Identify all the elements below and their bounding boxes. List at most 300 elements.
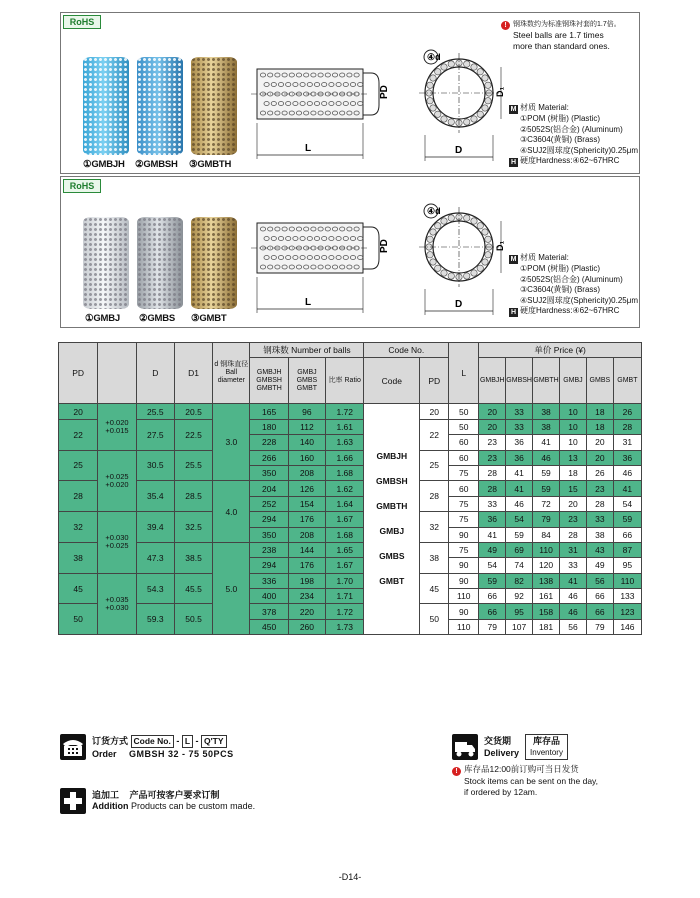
price-cell: 66 (479, 604, 506, 619)
table-row (59, 604, 642, 619)
product-label-gmbjh: ①GMBJH (83, 159, 125, 170)
header-unit-price: 单价 Price (¥) (479, 343, 642, 358)
price-cell: 41 (533, 435, 560, 450)
price-cell: 59 (506, 527, 533, 542)
gmbjh-product-image (83, 57, 129, 155)
ratio-cell: 1.65 (326, 542, 364, 557)
dim-label-l: L (305, 143, 312, 154)
ball-diameter-cell: 4.0 (213, 481, 250, 543)
price-cell: 158 (533, 604, 560, 619)
gmbth-product-image (191, 57, 237, 155)
pd-cell: 45 (59, 573, 98, 604)
ratio-cell: 1.72 (326, 604, 364, 619)
code-names-cell (364, 404, 420, 635)
balls-a-cell: 180 (250, 419, 288, 434)
price-cell: 10 (560, 435, 587, 450)
price-cell: 46 (560, 589, 587, 604)
table-row (59, 542, 642, 557)
telephone-icon (60, 734, 86, 760)
dim-label-pd: PD (379, 239, 390, 253)
header-code: Code (364, 358, 420, 404)
table-row (59, 404, 642, 419)
ratio-cell: 1.61 (326, 419, 364, 434)
balls-b-cell: 96 (288, 404, 325, 419)
dim-label-d: D (455, 145, 463, 156)
material-aluminum: ②5052S(铝合金) (Aluminum) (520, 124, 623, 134)
gmbs-product-image (137, 217, 183, 309)
header-code-no: Code No. (364, 343, 449, 358)
balls-b-cell: 220 (288, 604, 325, 619)
rohs-badge: RoHS (63, 179, 101, 193)
price-cell: 46 (506, 496, 533, 511)
l-cell: 75 (449, 512, 479, 527)
price-cell: 36 (506, 450, 533, 465)
price-cell: 54 (479, 558, 506, 573)
price-cell: 95 (613, 558, 641, 573)
price-cell: 33 (560, 558, 587, 573)
price-cell: 66 (479, 589, 506, 604)
note-cn: 钢珠数约为标准钢珠衬套的1.7倍。 (513, 21, 621, 28)
delivery-note-en-2: if ordered by 12am. (464, 787, 538, 797)
table-row (59, 481, 642, 496)
l-cell: 90 (449, 604, 479, 619)
tolerance-cell: +0.025 +0.020 (98, 450, 136, 512)
ratio-cell: 1.71 (326, 589, 364, 604)
balls-b-cell: 234 (288, 589, 325, 604)
balls-a-cell: 204 (250, 481, 288, 496)
price-cell: 18 (586, 419, 613, 434)
price-cell: 33 (506, 419, 533, 434)
price-cell: 49 (586, 558, 613, 573)
price-cell: 41 (506, 465, 533, 480)
price-cell: 26 (586, 465, 613, 480)
balls-a-cell: 400 (250, 589, 288, 604)
price-cell: 41 (613, 481, 641, 496)
material-icon: M (510, 106, 517, 113)
ratio-cell: 1.62 (326, 481, 364, 496)
pd-cell: 25 (59, 450, 98, 481)
price-cell: 87 (613, 542, 641, 557)
ratio-cell: 1.72 (326, 404, 364, 419)
hardness-icon: H (510, 309, 517, 316)
code-pd-cell: 25 (420, 450, 449, 481)
balls-b-cell: 208 (288, 527, 325, 542)
material-icon: M (510, 256, 517, 263)
price-cell: 20 (479, 419, 506, 434)
code-name: GMBJH (376, 451, 408, 462)
price-cell: 15 (560, 481, 587, 496)
ball-diameter-cell: 3.0 (213, 404, 250, 481)
pd-cell: 22 (59, 419, 98, 450)
price-cell: 46 (560, 604, 587, 619)
pd-cell: 38 (59, 542, 98, 573)
tolerance-cell: +0.020 +0.015 (98, 404, 136, 450)
material-list (509, 103, 638, 167)
d-cell: 27.5 (136, 419, 174, 450)
header-l: L (449, 343, 479, 404)
price-cell: 59 (479, 573, 506, 588)
price-cell: 38 (533, 419, 560, 434)
note-en-1: Steel balls are 1.7 times (513, 30, 604, 40)
gmbt-product-image (191, 217, 237, 309)
price-cell: 28 (613, 419, 641, 434)
price-cell: 18 (586, 404, 613, 419)
balls-a-cell: 228 (250, 435, 288, 450)
delivery-label-en: Delivery (484, 748, 520, 758)
balls-b-cell: 154 (288, 496, 325, 511)
ball-diameter-cell: 5.0 (213, 542, 250, 634)
note-en-2: more than standard ones. (513, 41, 610, 51)
tolerance-cell: +0.035 +0.030 (98, 573, 136, 635)
dimension-drawing (251, 43, 511, 173)
code-pd-cell: 45 (420, 573, 449, 604)
steel-ball-note (501, 19, 641, 52)
price-cell: 28 (479, 465, 506, 480)
price-cell: 110 (533, 542, 560, 557)
d1-cell: 22.5 (174, 419, 212, 450)
gmbsh-product-image (137, 57, 183, 155)
price-cell: 18 (560, 465, 587, 480)
price-cell: 66 (586, 604, 613, 619)
price-cell: 110 (613, 573, 641, 588)
balls-b-cell: 126 (288, 481, 325, 496)
header-pd: PD (59, 343, 98, 404)
ratio-cell: 1.67 (326, 558, 364, 573)
price-cell: 69 (506, 542, 533, 557)
material-brass: ③C3604(黄铜) (Brass) (520, 285, 601, 294)
price-cell: 23 (586, 481, 613, 496)
price-cell: 72 (533, 496, 560, 511)
addition-label-cn: 追加工 (92, 790, 120, 800)
code-pd-cell: 20 (420, 404, 449, 419)
ratio-cell: 1.66 (326, 450, 364, 465)
header-col-b: GMBJ GMBS GMBT (288, 358, 325, 404)
code-name: GMBTH (376, 501, 408, 512)
price-cell: 36 (506, 435, 533, 450)
order-label-cn: 订货方式 (92, 736, 129, 746)
price-cell: 66 (586, 589, 613, 604)
price-cell: 41 (506, 481, 533, 496)
delivery-note-en-1: Stock items can be sent on the day, (464, 776, 599, 786)
price-cell: 79 (533, 512, 560, 527)
balls-b-cell: 176 (288, 558, 325, 573)
header-price-gmbs: GMBS (586, 358, 613, 404)
ratio-cell: 1.73 (326, 619, 364, 634)
table-row (59, 573, 642, 588)
price-cell: 92 (506, 589, 533, 604)
hardness: 硬度Hardness:④62~67HRC (520, 156, 620, 165)
price-cell: 31 (613, 435, 641, 450)
balls-a-cell: 378 (250, 604, 288, 619)
ratio-cell: 1.67 (326, 512, 364, 527)
price-cell: 79 (479, 619, 506, 634)
price-cell: 66 (613, 527, 641, 542)
ratio-cell: 1.64 (326, 496, 364, 511)
material-list (509, 253, 638, 317)
material-aluminum: ②5052S(铝合金) (Aluminum) (520, 274, 623, 284)
balls-a-cell: 350 (250, 527, 288, 542)
material-suj2: ④SUJ2圆球度(Sphericity)0.25μm (520, 295, 639, 305)
dim-label-ball: ④d (427, 206, 441, 216)
header-price-gmbth: GMBTH (533, 358, 560, 404)
balls-b-cell: 140 (288, 435, 325, 450)
warning-icon: ! (501, 21, 510, 30)
addition-text-en: Products can be custom made. (131, 801, 256, 811)
header-col-a: GMBJH GMBSH GMBTH (250, 358, 288, 404)
product-label-gmbt: ③GMBT (191, 313, 227, 324)
material-title: 材质 Material: (520, 253, 569, 262)
warning-icon: ! (452, 767, 461, 776)
truck-icon (452, 734, 478, 760)
price-cell: 123 (613, 604, 641, 619)
d-cell: 25.5 (136, 404, 174, 419)
product-label-gmbth: ③GMBTH (189, 159, 232, 170)
addition-section (92, 788, 255, 811)
price-cell: 33 (586, 512, 613, 527)
material-suj2: ④SUJ2圆球度(Sphericity)0.25μm (520, 145, 639, 155)
balls-a-cell: 350 (250, 465, 288, 480)
price-cell: 20 (586, 435, 613, 450)
price-cell: 10 (560, 404, 587, 419)
header-d1: D1 (174, 343, 212, 404)
pd-cell: 28 (59, 481, 98, 512)
d1-cell: 32.5 (174, 512, 212, 543)
dim-label-ball: ④d (427, 52, 441, 62)
d-cell: 59.3 (136, 604, 174, 635)
d-cell: 35.4 (136, 481, 174, 512)
price-cell: 20 (560, 496, 587, 511)
delivery-box-en: Inventory (530, 748, 563, 757)
price-cell: 23 (560, 512, 587, 527)
delivery-label-cn: 交货期 (484, 736, 512, 746)
price-cell: 59 (613, 512, 641, 527)
price-cell: 28 (479, 481, 506, 496)
d1-cell: 25.5 (174, 450, 212, 481)
dim-label-d1: D₁ (495, 86, 505, 97)
d1-cell: 50.5 (174, 604, 212, 635)
balls-b-cell: 176 (288, 512, 325, 527)
d1-cell: 38.5 (174, 542, 212, 573)
l-cell: 50 (449, 419, 479, 434)
pd-cell: 50 (59, 604, 98, 635)
price-cell: 10 (560, 419, 587, 434)
order-example: GMBSH 32 - 75 50PCS (129, 749, 234, 759)
balls-b-cell: 260 (288, 619, 325, 634)
price-cell: 74 (506, 558, 533, 573)
price-cell: 181 (533, 619, 560, 634)
l-cell: 75 (449, 465, 479, 480)
price-cell: 82 (506, 573, 533, 588)
hardness: 硬度Hardness:④62~67HRC (520, 306, 620, 315)
price-cell: 26 (613, 404, 641, 419)
d1-cell: 20.5 (174, 404, 212, 419)
dim-label-pd: PD (379, 85, 390, 99)
product-label-gmbsh: ②GMBSH (135, 159, 178, 170)
ratio-cell: 1.68 (326, 527, 364, 542)
price-cell: 23 (479, 450, 506, 465)
d-cell: 39.4 (136, 512, 174, 543)
d-cell: 54.3 (136, 573, 174, 604)
plus-icon (60, 788, 86, 814)
price-cell: 41 (479, 527, 506, 542)
price-cell: 107 (506, 619, 533, 634)
price-cell: 28 (586, 496, 613, 511)
page-number: -D14- (338, 872, 362, 882)
pd-cell: 32 (59, 512, 98, 543)
price-cell: 59 (533, 481, 560, 496)
price-cell: 20 (479, 404, 506, 419)
balls-a-cell: 266 (250, 450, 288, 465)
l-cell: 50 (449, 404, 479, 419)
price-cell: 36 (613, 450, 641, 465)
delivery-note (452, 764, 598, 798)
balls-b-cell: 112 (288, 419, 325, 434)
delivery-section (484, 734, 568, 760)
l-cell: 60 (449, 481, 479, 496)
price-cell: 56 (586, 573, 613, 588)
code-name: GMBSH (376, 476, 408, 487)
price-cell: 33 (506, 404, 533, 419)
price-cell: 13 (560, 450, 587, 465)
d1-cell: 45.5 (174, 573, 212, 604)
price-cell: 84 (533, 527, 560, 542)
price-cell: 95 (506, 604, 533, 619)
order-box-l: L (182, 735, 193, 748)
ratio-cell: 1.70 (326, 573, 364, 588)
l-cell: 60 (449, 435, 479, 450)
product-panel-standard (60, 176, 640, 328)
material-brass: ③C3604(黄铜) (Brass) (520, 135, 601, 144)
code-pd-cell: 32 (420, 512, 449, 543)
price-cell: 56 (560, 619, 587, 634)
l-cell: 75 (449, 496, 479, 511)
d-cell: 47.3 (136, 542, 174, 573)
price-cell: 46 (533, 450, 560, 465)
header-number-of-balls: 钢珠数 Number of balls (250, 343, 364, 358)
code-name: GMBJ (379, 526, 405, 537)
d1-cell: 28.5 (174, 481, 212, 512)
price-cell: 31 (560, 542, 587, 557)
code-pd-cell: 50 (420, 604, 449, 635)
price-cell: 161 (533, 589, 560, 604)
price-cell: 46 (613, 465, 641, 480)
balls-a-cell: 294 (250, 558, 288, 573)
price-cell: 120 (533, 558, 560, 573)
code-pd-cell: 22 (420, 419, 449, 450)
addition-text-cn: 产品可按客户要求订制 (129, 790, 220, 800)
l-cell: 90 (449, 558, 479, 573)
header-code-pd: PD (420, 358, 449, 404)
price-cell: 54 (506, 512, 533, 527)
dim-label-d1: D₁ (495, 240, 505, 251)
order-box-code: Code No. (131, 735, 174, 748)
price-cell: 33 (479, 496, 506, 511)
code-name: GMBS (379, 551, 405, 562)
pd-cell: 20 (59, 404, 98, 419)
balls-b-cell: 208 (288, 465, 325, 480)
header-price-gmbt: GMBT (613, 358, 641, 404)
price-cell: 38 (533, 404, 560, 419)
price-cell: 41 (560, 573, 587, 588)
dim-label-d: D (455, 299, 463, 310)
ratio-cell: 1.68 (326, 465, 364, 480)
order-section: 订货方式 Code No. - L - Q'TY Order GMBSH 32 - 75 50PCS (92, 736, 234, 759)
price-cell: 36 (479, 512, 506, 527)
price-cell: 20 (586, 450, 613, 465)
price-cell: 23 (479, 435, 506, 450)
balls-a-cell: 165 (250, 404, 288, 419)
dim-label-l: L (305, 297, 312, 308)
code-pd-cell: 38 (420, 542, 449, 573)
material-title: 材质 Material: (520, 103, 569, 112)
gmbj-product-image (83, 217, 129, 309)
balls-b-cell: 198 (288, 573, 325, 588)
delivery-note-cn: 库存品12:00前订购可当日发货 (464, 764, 579, 774)
header-d: D (136, 343, 174, 404)
price-cell: 146 (613, 619, 641, 634)
delivery-box-cn: 库存品 (532, 736, 560, 746)
price-cell: 133 (613, 589, 641, 604)
price-cell: 43 (586, 542, 613, 557)
balls-a-cell: 252 (250, 496, 288, 511)
material-pom: ①POM (树脂) (Plastic) (520, 264, 601, 273)
price-cell: 28 (560, 527, 587, 542)
header-ratio: 比率 Ratio (326, 358, 364, 404)
product-panel-high-ball (60, 12, 640, 174)
product-label-gmbs: ②GMBS (139, 313, 176, 324)
balls-b-cell: 160 (288, 450, 325, 465)
code-pd-cell: 28 (420, 481, 449, 512)
table-row (59, 512, 642, 527)
price-cell: 79 (586, 619, 613, 634)
l-cell: 90 (449, 573, 479, 588)
price-cell: 49 (479, 542, 506, 557)
l-cell: 60 (449, 450, 479, 465)
l-cell: 110 (449, 589, 479, 604)
price-cell: 138 (533, 573, 560, 588)
header-price-gmbsh: GMBSH (506, 358, 533, 404)
order-box-qty: Q'TY (201, 735, 227, 748)
code-name: GMBT (379, 576, 405, 587)
rohs-badge: RoHS (63, 15, 101, 29)
l-cell: 90 (449, 527, 479, 542)
balls-a-cell: 450 (250, 619, 288, 634)
price-cell: 54 (613, 496, 641, 511)
header-ball-diameter: d 钢珠直径 Ball diameter (213, 343, 250, 404)
material-pom: ①POM (树脂) (Plastic) (520, 114, 601, 123)
header-price-gmbj: GMBJ (560, 358, 587, 404)
balls-a-cell: 294 (250, 512, 288, 527)
balls-a-cell: 238 (250, 542, 288, 557)
table-row (59, 450, 642, 465)
header-price-gmbjh: GMBJH (479, 358, 506, 404)
price-cell: 38 (586, 527, 613, 542)
header-pd-tol (98, 343, 136, 404)
order-label-en: Order (92, 749, 117, 759)
product-label-gmbj: ①GMBJ (85, 313, 120, 324)
specification-table (58, 342, 642, 635)
balls-a-cell: 336 (250, 573, 288, 588)
balls-b-cell: 144 (288, 542, 325, 557)
tolerance-cell: +0.030 +0.025 (98, 512, 136, 574)
l-cell: 110 (449, 619, 479, 634)
l-cell: 75 (449, 542, 479, 557)
price-cell: 59 (533, 465, 560, 480)
dimension-drawing (251, 197, 511, 327)
addition-label-en: Addition (92, 801, 129, 811)
table-row (59, 419, 642, 434)
ratio-cell: 1.63 (326, 435, 364, 450)
